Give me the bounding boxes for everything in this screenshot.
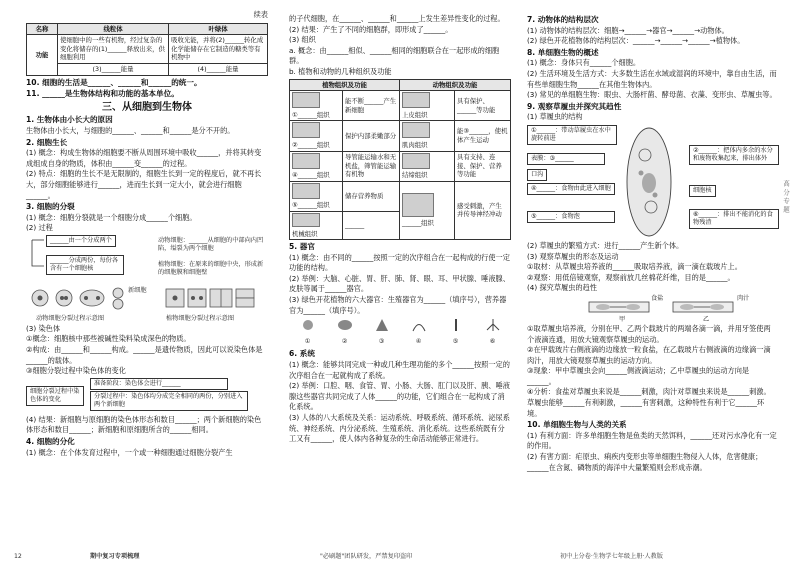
paragraph: (1) 概念：细胞分裂就是一个细胞分成______个细胞。 — [26, 212, 197, 222]
salt-label: 食盐 — [651, 294, 664, 302]
flow-note: 动物细胞：______从细胞的中部向内凹陷，缢裂为两个细胞 — [158, 236, 264, 252]
continued-label: 续表 — [253, 10, 268, 19]
paramecium-label: ⑤______：食物泡 — [527, 211, 615, 223]
table-cell: 能③______，使机体产生运动 — [455, 121, 511, 151]
paragraph: (1) 草履虫的结构 — [527, 112, 583, 122]
caption: 动物细胞分裂过程示意图 — [36, 314, 105, 322]
tissue-image — [292, 213, 320, 227]
flow-arrow-icon — [30, 238, 48, 270]
table-cell: 能不断______产生新细胞 — [343, 91, 400, 121]
paramecium-diagram — [527, 123, 777, 241]
table-cell: ______ — [343, 211, 400, 239]
flow-box: ______分成两份，每份各含有一个细胞核 — [46, 255, 124, 275]
paragraph: ②在甲载玻片右侧液滴的边缘放一粒食盐，在乙载玻片右侧液滴的边缘滴一滴肉汁，用放大镜观察草履虫的运动方向。 — [527, 345, 771, 365]
tissue-image — [402, 153, 430, 169]
organ-number: ① — [304, 337, 311, 345]
page-number: 12 — [14, 553, 22, 560]
organ-item — [335, 318, 355, 347]
question-10: 10. 细胞的生活是______、______和______的统一。 — [26, 77, 202, 87]
flow-note: 植物细胞：在原来的细胞中央，形成新的细胞膜和细胞壁 — [158, 260, 264, 276]
paragraph: ②构成：由______和______构成。______是遗传物质，因此可以说染色体是______的载体。 — [26, 345, 263, 365]
chromosome-change-diagram — [26, 378, 268, 414]
section-title: 三、从细胞到生物体 — [102, 101, 192, 113]
organ-icon — [483, 318, 503, 332]
table-header: 植物组织及功能 — [290, 79, 400, 91]
organelle-table — [26, 23, 268, 76]
organ-item — [446, 318, 466, 347]
tissue-image — [292, 122, 320, 138]
division-images — [26, 284, 268, 324]
paramecium-label: ②______：把体内多余的水分和废物收集起来，排出体外 — [689, 145, 779, 165]
paragraph: (1) 概念：在个体发育过程中，一个或一种细胞通过细胞分裂产生 — [26, 447, 233, 457]
paragraph: ①取草履虫培养液，分别在甲、乙两个载玻片的两端各滴一滴，并用牙签使两个液滴连通，用放大镜观察草履虫的运动。 — [527, 323, 771, 344]
slide-label: 乙 — [703, 315, 710, 323]
table-cell: ⑤______组织 — [292, 201, 330, 210]
table-cell: ______组织 — [402, 219, 434, 228]
paragraph: (2) 过程 — [26, 223, 53, 233]
tissue-image — [292, 92, 320, 108]
paragraph: (1) 概念：构成生物体的细胞要不断从周围环境中吸收______，并将其转变成组成自身的物质，体积由______变______的过程。 — [26, 148, 262, 168]
paramecium-label: ①______：带动草履虫在水中旋转前进 — [527, 125, 617, 145]
tissue-image — [402, 92, 430, 108]
paragraph: (2) 草履虫的繁殖方式：进行______产生新个体。 — [527, 240, 684, 250]
footer-right: 初中上分卷·生物学七年级上册·人教版 — [560, 553, 663, 560]
organ-number: ⑥ — [489, 337, 496, 345]
tissue-image — [402, 122, 430, 138]
table-cell: (4)______能量 — [169, 63, 268, 75]
table-cell: 使细胞中的一些有机物，经过复杂的变化将储存的(1)______释放出来，供细胞利用 — [58, 35, 169, 64]
table-cell: 结缔组织 — [402, 171, 428, 180]
paragraph: (2) 有害方面：疟原虫、痢疾内变形虫等单细胞生物侵入人体，危害健康；______在含氮、磷物质的海洋中大量繁殖则会形成赤潮。 — [527, 452, 763, 472]
paragraph: (4) 探究草履虫的趋性 — [527, 283, 597, 293]
left-column — [26, 10, 268, 458]
middle-column — [289, 14, 511, 445]
table-cell: 肌肉组织 — [402, 140, 428, 149]
division-flow-diagram — [26, 235, 268, 283]
table-cell: 吸收光能，并将(2)______转化成化学能储存在它制造的糖类等有机物中 — [169, 35, 268, 64]
footer-left: 期中复习专项梳理 — [90, 553, 140, 560]
table-cell: ①______组织 — [292, 110, 330, 119]
subsection-title: 3. 细胞的分裂 — [26, 202, 75, 212]
table-cell: 上皮组织 — [402, 110, 428, 119]
paragraph: ③细胞分裂过程中染色体的变化 — [26, 366, 126, 376]
paragraph: (3) 染色体 — [26, 323, 61, 333]
subsection-title: 5. 器官 — [289, 242, 315, 252]
table-cell: 具有支持、连接、保护、营养等功能 — [455, 151, 511, 181]
paragraph: 的子代细胞，在______、______和______上发生差异性变化的过程。 — [289, 14, 505, 23]
tissue-image — [292, 153, 320, 169]
organ-number: ② — [341, 337, 348, 345]
paragraph: ②观察：用低倍镜观察，观察前放几丝棉花纤维，目的是______。 — [527, 272, 735, 282]
caption: 植物细胞分裂过程示意图 — [166, 314, 235, 322]
table-cell: 储存营养物质 — [343, 181, 400, 211]
paragraph: (1) 概念：能够共同完成一种或几种生理功能的多个______按照一定的次序组合在一起就构成了系统。 — [289, 360, 510, 380]
tissue-table — [289, 79, 511, 241]
paragraph: (3) 绿色开花植物的六大器官：生殖器官为______（填序号），营养器官为______（填序号）。 — [289, 295, 507, 315]
paragraph: (1) 有利方面：许多单细胞生物是鱼类的天然饵料，______还对污水净化有一定的作用。 — [527, 430, 777, 451]
paragraph: b. 植物和动物的几种组织及功能 — [289, 66, 392, 76]
organ-icon — [335, 318, 355, 332]
table-cell: 机械组织 — [292, 229, 318, 238]
tissue-image — [292, 183, 320, 199]
paramecium-label: ④______：食物由此进入细胞 — [527, 183, 615, 195]
paragraph: ③现象：甲中草履虫会向______侧液滴运动；乙中草履虫的运动方向是______。 — [527, 366, 750, 386]
footer-middle: "必刷题"团队研发，严禁复印盗印 — [320, 553, 413, 560]
paragraph: (3) 观察草履虫的形态及运动 — [527, 251, 619, 261]
paragraph: (1) 概念：由不同的______按照一定的次序组合在一起构成的行使一定功能的结构。 — [289, 252, 510, 273]
flow-box: 准备阶段：染色体会进行______ — [90, 378, 228, 390]
table-header: 动物组织及功能 — [400, 79, 511, 91]
organ-item — [483, 318, 503, 347]
paragraph: ④分析：食盐对草履虫来说是______刺激，肉汁对草履虫来说是______刺激。草履虫能够______有利刺激，______有害刺激，这种特性有利于它______环境。 — [527, 387, 771, 418]
meat-juice-label: 肉汁 — [737, 294, 750, 302]
paragraph: (4) 结果：新细胞与原细胞的染色体形态和数目______；两个新细胞的染色体形态和数目______；新细胞和原细胞所含的______相同。 — [26, 414, 262, 435]
paragraph: (2) 举例：口腔、咽、食管、胃、小肠、大肠、肛门以及肝、胰、唾液腺这些器官共同完成了人体______的功能，它们组合在一起构成了消化系统。 — [289, 381, 510, 412]
table-header: 叶绿体 — [169, 23, 268, 35]
subsection-title: 7. 动物体的结构层次 — [527, 15, 599, 24]
subsection-title: 4. 细胞的分化 — [26, 437, 75, 447]
paramecium-label: 细胞核 — [689, 185, 716, 197]
organ-number: ④ — [415, 337, 422, 345]
table-header: 名称 — [27, 23, 58, 35]
paragraph: 生物体由小长大，与细胞的______、______和______是分不开的。 — [26, 125, 235, 135]
paragraph: ①取材：从草履虫培养液的______吸取培养液，滴一滴在载玻片上。 — [527, 262, 742, 272]
table-cell: (3)______能量 — [58, 63, 169, 75]
paragraph: (3) 人体的八大系统及关系：运动系统、呼吸系统、循环系统、泌尿系统、神经系统、内分泌系统、生殖系统、消化系统。这些系统既有分工又有______，使人体内各种复杂的生命活动能够正常进行。 — [289, 413, 510, 444]
subsection-title: 1. 生物体由小长大的原因 — [26, 115, 113, 125]
paragraph: (1) 概念：身体只有______个细胞。 — [527, 58, 641, 68]
table-cell: 保护内部柔嫩部分 — [343, 121, 400, 151]
flow-box: ______由一个分成两个 — [46, 235, 116, 247]
paragraph: ①概念：细胞核中那些被碱性染料染成深色的物质。 — [26, 334, 191, 344]
paragraph: (2) 结果：产生了不同的细胞群，即形成了______。 — [289, 24, 453, 34]
right-column — [527, 14, 777, 473]
plant-organs-row — [289, 318, 511, 347]
paragraph: a. 概念：由______相似、______相同的细胞联合在一起形成的细胞群。 — [289, 45, 500, 66]
table-row-label: 功能 — [27, 35, 58, 75]
organ-icon — [298, 318, 318, 332]
table-cell: 具有保护、______等功能 — [455, 91, 511, 121]
question-11: 11. ______是生物体结构和功能的基本单位。 — [26, 89, 179, 99]
paragraph: (1) 动物体的结构层次：细胞→______→器官→______→动物体。 — [527, 25, 729, 35]
paragraph: (2) 特点：细胞的生长不是无限制的，细胞生长到一定的程度后，就不再长大，部分细胞能够进行______，进而生长到一定大小，就会进行细胞______。 — [26, 169, 262, 200]
tissue-image — [402, 193, 434, 217]
flow-box: 细胞分裂过程中染色体的变化 — [26, 386, 84, 406]
organ-icon — [446, 318, 466, 332]
paramecium-label: 表膜：③______ — [527, 153, 605, 165]
subsection-title: 2. 细胞生长 — [26, 137, 68, 147]
organ-item — [409, 318, 429, 347]
table-header: 线粒体 — [58, 23, 169, 35]
organ-item — [372, 318, 392, 347]
paramecium-label: ⑥______：排出不能消化的食物残渣 — [689, 209, 779, 229]
paragraph: (3) 常见的单细胞生物：眼虫、大肠杆菌、酵母菌、衣藻、变形虫、草履虫等。 — [527, 90, 777, 100]
table-cell: ④______组织 — [292, 171, 330, 180]
slide-label: 甲 — [619, 315, 626, 323]
table-cell: ②______组织 — [292, 140, 330, 149]
flow-box: 分裂过程中：染色体均分成完全相同的两份，分别进入两个新细胞 — [90, 391, 248, 411]
paragraph: (2) 生活环境及生活方式：大多数生活在水域或湿润的环境中，靠自由生活，而有些单细胞生物______在其他生物体内。 — [527, 68, 777, 89]
label-new-cell: 新细胞 — [128, 286, 147, 294]
side-decoration: 高 分 专 题 — [782, 180, 790, 213]
table-cell: 感受刺激，产生并传导神经冲动 — [455, 181, 511, 239]
paragraph: (2) 绿色开花植物体的结构层次：______→______→______→植物体。 — [527, 36, 745, 46]
subsection-title: 10. 单细胞生物与人类的关系 — [527, 420, 627, 430]
paramecium-label: 口沟 — [527, 169, 547, 181]
organ-icon — [409, 318, 429, 332]
slide-experiment-diagram — [527, 294, 777, 324]
paragraph: (2) 举例：大脑、心脏、胃、肝、肺、肾、眼、耳、甲状腺、唾液腺、皮肤等属于______器官。 — [289, 273, 510, 294]
subsection-title: 6. 系统 — [289, 349, 315, 359]
paragraph: (3) 组织 — [289, 35, 316, 45]
organ-number: ③ — [378, 337, 385, 345]
subsection-title: 9. 观察草履虫并探究其趋性 — [527, 101, 622, 111]
organ-number: ⑤ — [452, 337, 459, 345]
organ-icon — [372, 318, 392, 332]
subsection-title: 8. 单细胞生物的概述 — [527, 47, 599, 57]
table-cell: 导管能运输水和无机盐，筛管能运输有机物 — [343, 151, 400, 181]
organ-item — [298, 318, 318, 347]
paramecium-icon — [619, 125, 679, 239]
